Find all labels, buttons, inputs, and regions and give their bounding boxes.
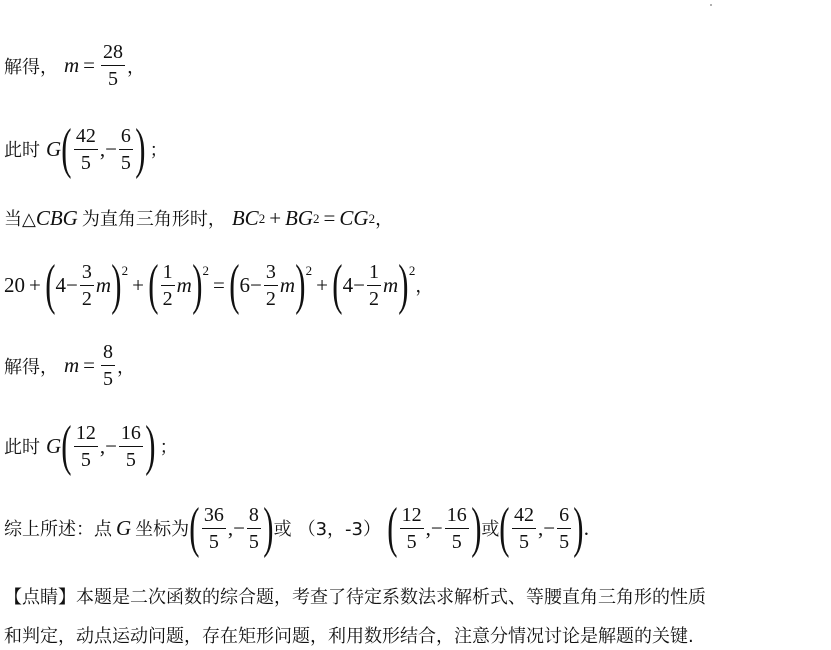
denominator: 2 (369, 287, 380, 310)
variable-m: m (279, 272, 296, 297)
term: 4− (55, 272, 78, 297)
right-paren: ) (135, 118, 146, 180)
numerator: 42 (75, 124, 96, 147)
left-paren: ( (332, 254, 343, 316)
denominator: 5 (451, 530, 462, 553)
fraction-42-5 (512, 505, 536, 552)
exponent: 2 (258, 211, 266, 226)
text: 此时 (4, 437, 40, 458)
denominator: 5 (208, 530, 219, 553)
denominator: 5 (519, 530, 530, 553)
separator: ,− (538, 515, 556, 540)
denominator: 2 (81, 287, 92, 310)
denominator: 5 (559, 530, 570, 553)
plus: + (29, 272, 41, 297)
semicolon: ； (149, 140, 168, 161)
numerator: 42 (514, 503, 535, 526)
denominator: 5 (80, 151, 91, 174)
fraction-42-5 (74, 126, 98, 173)
numerator: 12 (75, 421, 96, 444)
text-or: 或 (273, 519, 292, 540)
fraction-16-5 (445, 505, 469, 552)
denominator: 5 (120, 151, 131, 174)
right-paren: ) (398, 254, 409, 316)
denominator: 5 (80, 448, 91, 471)
text: 为直角三角形时， (81, 209, 226, 230)
left-paren: ( (45, 254, 56, 316)
left-paren: ( (148, 254, 159, 316)
equals: = (83, 353, 96, 377)
numerator: 16 (120, 421, 141, 444)
solution-line-5 (4, 342, 135, 389)
text-or: 或 (481, 519, 500, 540)
term-BG: BG (285, 205, 314, 230)
variable-m: m (95, 272, 112, 297)
denominator: 2 (162, 287, 173, 310)
exponent: 2 (202, 263, 209, 278)
separator: ,− (99, 433, 117, 458)
fraction-1-2 (161, 262, 175, 309)
denominator: 5 (248, 530, 259, 553)
solution-line-3 (4, 205, 393, 231)
numerator: 8 (248, 503, 259, 526)
comma: ， (117, 356, 136, 378)
numerator: 3 (265, 260, 276, 283)
note-line-1: 【点睛】本题是二次函数的综合题，考查了待定系数法求解析式、等腰直角三角形的性质 (4, 587, 706, 608)
fraction-3-2 (264, 262, 278, 309)
numerator: 3 (81, 260, 92, 283)
fraction-6-5 (557, 505, 571, 552)
fraction-16-5 (119, 423, 143, 470)
exponent: 2 (368, 211, 376, 226)
point-G: G (116, 515, 132, 540)
right-paren: ) (263, 497, 274, 559)
plus: + (132, 272, 145, 297)
fraction-6-5 (119, 126, 133, 173)
numerator: 1 (162, 260, 173, 283)
exponent: 2 (408, 263, 416, 278)
right-paren: ) (192, 254, 203, 316)
right-paren: ) (295, 254, 306, 316)
right-paren: ) (145, 415, 156, 477)
fraction-8-5 (101, 342, 115, 389)
numerator: 6 (559, 503, 570, 526)
term-CG: CG (339, 205, 369, 230)
exponent: 2 (121, 263, 129, 278)
denominator: 5 (108, 68, 119, 90)
left-paren: ( (189, 497, 200, 559)
left-paren: ( (387, 497, 398, 559)
equals: = (213, 272, 225, 297)
separator: ,− (425, 515, 443, 540)
numerator: 16 (446, 503, 467, 526)
separator: ,− (227, 515, 245, 540)
denominator: 5 (125, 448, 136, 471)
numerator: 6 (120, 124, 131, 147)
separator: ,− (99, 136, 117, 161)
right-paren: ) (111, 254, 122, 316)
plus: + (316, 272, 329, 297)
fraction-36-5 (202, 505, 226, 552)
left-paren: ( (61, 118, 72, 180)
fraction-12-5 (400, 505, 424, 552)
fraction-12-5 (74, 423, 98, 470)
numerator: 28 (103, 41, 124, 63)
solution-line-6 (4, 415, 178, 477)
text: 解得， (4, 56, 58, 78)
point-G: G (46, 136, 62, 161)
comma: ， (127, 56, 146, 78)
period: . (583, 515, 590, 540)
left-paren: ( (61, 415, 72, 477)
right-paren: ) (573, 497, 584, 559)
fraction-1-2 (367, 262, 381, 309)
numerator: 8 (103, 341, 114, 363)
plus: + (269, 205, 282, 230)
denominator: 5 (103, 368, 114, 390)
solution-line-4 (4, 254, 434, 316)
denominator: 5 (406, 530, 417, 553)
text: 此时 (4, 140, 40, 161)
left-paren: ( (229, 254, 240, 316)
comma: ， (375, 209, 394, 230)
variable-m: m (383, 272, 399, 297)
equals: = (83, 53, 96, 77)
text: 综上所述：点 (4, 519, 112, 540)
scan-dot (710, 4, 712, 6)
exponent: 2 (313, 211, 320, 226)
constant: 20 (4, 272, 25, 297)
numerator: 1 (369, 260, 380, 283)
right-paren: ) (470, 497, 482, 559)
numerator: 12 (401, 503, 422, 526)
equals: = (323, 205, 336, 230)
text: 当△ (4, 209, 36, 230)
comma: ， (415, 276, 434, 297)
numerator: 36 (203, 503, 224, 526)
term: 4− (342, 272, 366, 297)
term: 6− (239, 272, 262, 297)
fraction-3-2 (80, 262, 94, 309)
solution-line-2 (4, 118, 168, 180)
triangle-name: CBG (35, 205, 78, 230)
variable-m: m (176, 272, 192, 297)
variable-m: m (64, 353, 80, 377)
solution-summary (4, 497, 590, 559)
text: 坐标为 (135, 519, 190, 540)
exponent: 2 (305, 263, 313, 278)
point-3-neg3: （3，-3） (297, 519, 381, 540)
term-BC: BC (231, 205, 259, 230)
text: 解得， (4, 356, 58, 378)
semicolon: ； (159, 437, 178, 458)
fraction-8-5 (247, 505, 261, 552)
fraction-28-5 (101, 42, 125, 89)
denominator: 2 (265, 287, 276, 310)
note-line-2: 和判定，动点运动问题，存在矩形问题，利用数形结合，注意分情况讨论是解题的关键. (4, 626, 694, 647)
left-paren: ( (499, 497, 510, 559)
variable-m: m (64, 53, 80, 77)
point-G: G (46, 433, 62, 458)
solution-line-1 (4, 42, 145, 89)
